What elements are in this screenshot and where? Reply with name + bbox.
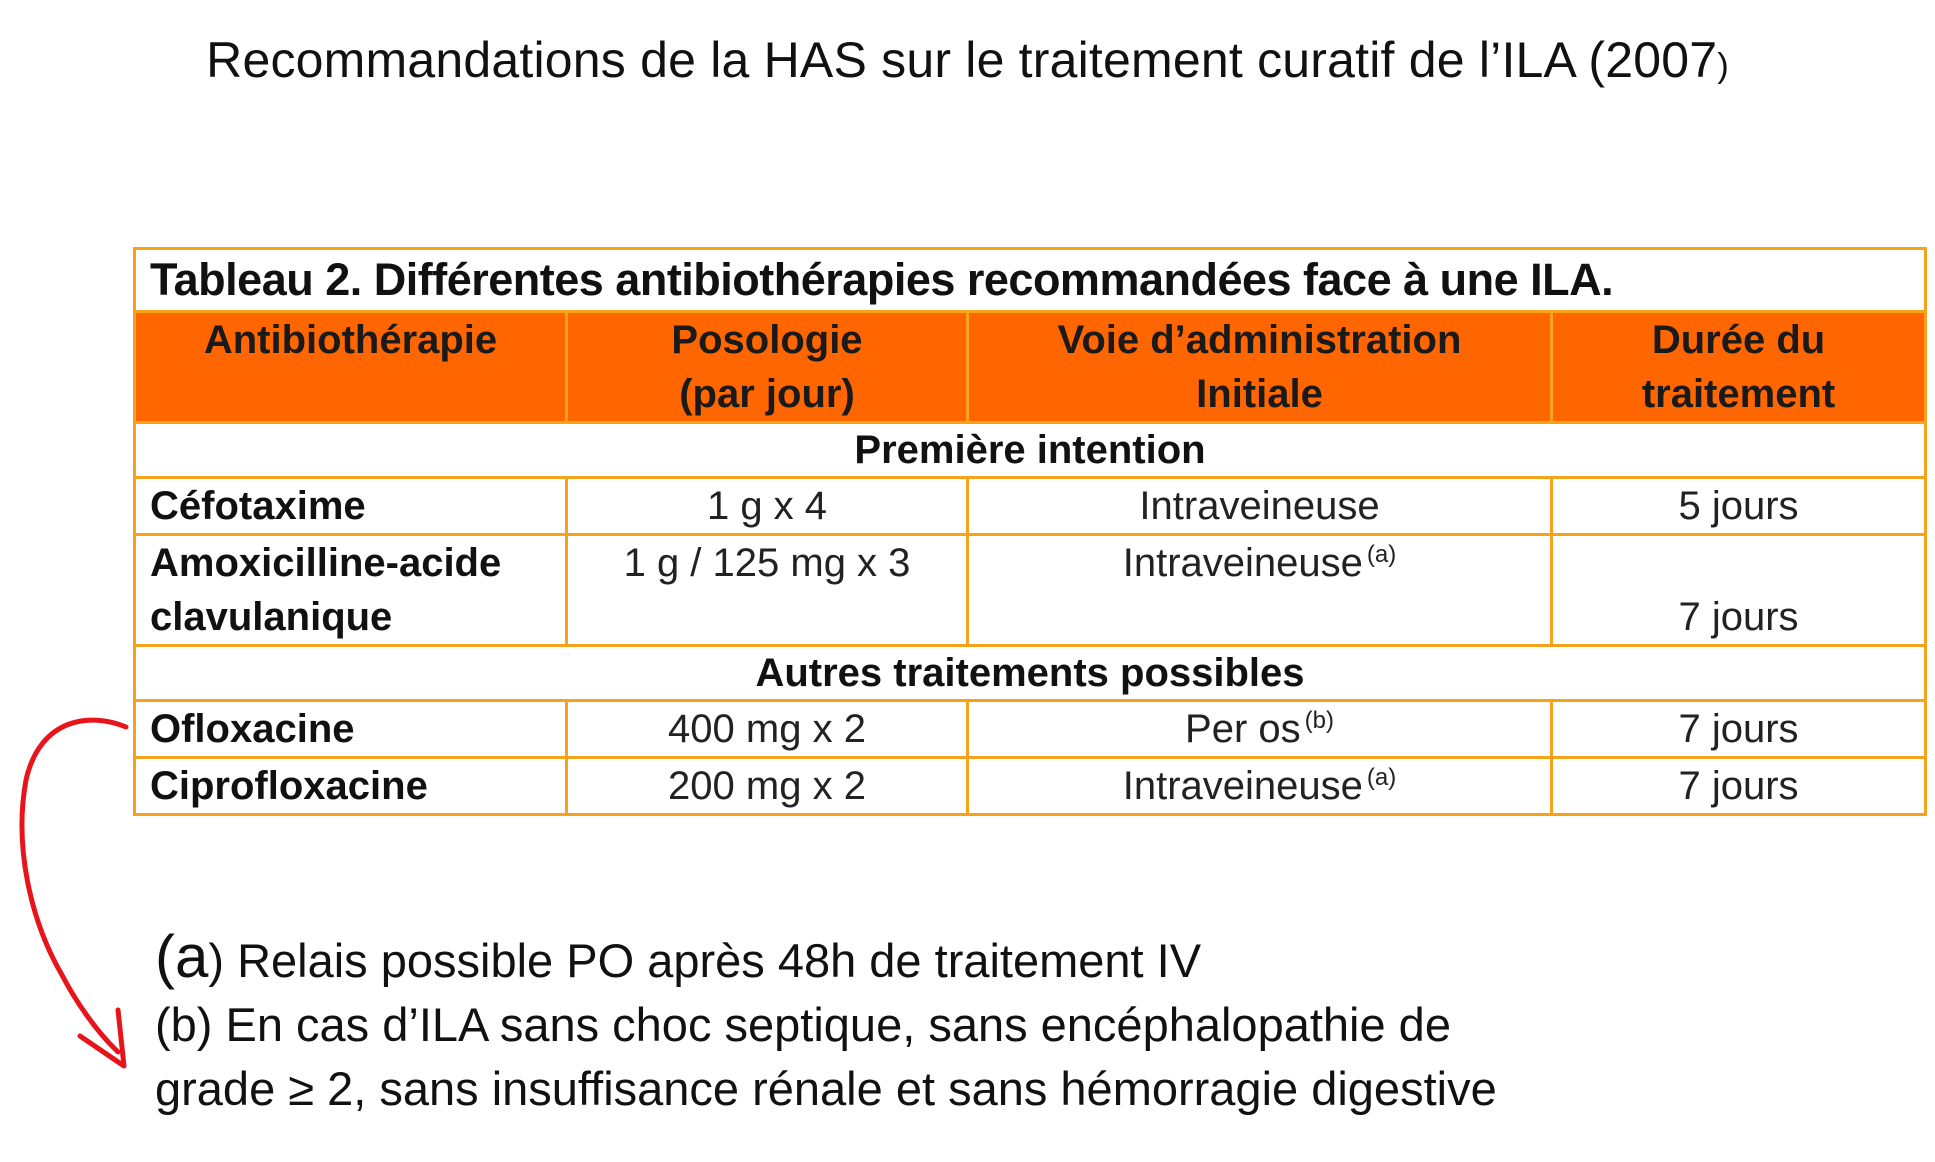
table-row — [135, 701, 1926, 758]
arrow-curve — [22, 720, 126, 1052]
drug-name-line2: clavulanique — [150, 595, 393, 639]
antibiotic-table — [133, 247, 1927, 816]
dose-cell: 400 mg x 2 — [567, 701, 968, 758]
footnote-a-marker: a — [174, 923, 209, 990]
footnote-ref: (b) — [1304, 707, 1334, 734]
route-text: Per os — [1185, 707, 1301, 751]
header-duree-line2: traitement — [1641, 372, 1836, 416]
table-row — [135, 758, 1926, 815]
table-row — [135, 478, 1926, 535]
header-posologie — [567, 312, 968, 423]
footnote-ref: (a) — [1366, 764, 1397, 791]
header-voie-line2: Initiale — [1196, 372, 1323, 416]
section-premiere-intention: Première intention — [135, 423, 1926, 478]
footnote-a-open-paren: ( — [155, 923, 175, 990]
route-text: Intraveineuse — [1122, 764, 1363, 808]
table-caption: Tableau 2. Différentes antibiothérapies recommandées face à une ILA. — [135, 249, 1926, 312]
route-cell — [968, 701, 1552, 758]
footnote-ref: (a) — [1366, 541, 1397, 568]
page-title — [0, 30, 1935, 96]
antibiotic-table-container — [133, 247, 1924, 816]
header-antibiotherapie-label: Antibiothérapie — [203, 318, 498, 362]
footnote-a-text: ) Relais possible PO après 48h de traitement IV — [208, 934, 1202, 987]
dose-cell: 200 mg x 2 — [567, 758, 968, 815]
route-cell — [968, 535, 1552, 646]
arrow-head — [80, 1010, 124, 1066]
duration-cell: 7 jours — [1552, 701, 1926, 758]
duration-cell: 5 jours — [1552, 478, 1926, 535]
duration-cell: 7 jours — [1552, 535, 1926, 646]
dose-cell: 1 g / 125 mg x 3 — [567, 535, 968, 646]
route-text: Intraveineuse — [1122, 541, 1363, 585]
drug-name: Ofloxacine — [135, 701, 567, 758]
route-cell: Intraveineuse — [968, 478, 1552, 535]
duration-cell: 7 jours — [1552, 758, 1926, 815]
page-title-text: Recommandations de la HAS sur le traitement curatif de l’ILA (2007 — [206, 32, 1718, 88]
header-duree — [1552, 312, 1926, 423]
drug-name-line1: Amoxicilline-acide — [150, 541, 502, 585]
drug-name: Ciprofloxacine — [135, 758, 567, 815]
section-autres-traitements: Autres traitements possibles — [135, 646, 1926, 701]
footnotes — [155, 925, 1855, 1121]
dose-cell: 1 g x 4 — [567, 478, 968, 535]
header-antibiotherapie — [135, 312, 567, 423]
header-voie — [968, 312, 1552, 423]
drug-name — [135, 535, 567, 646]
footnote-b-line2: grade ≥ 2, sans insuffisance rénale et sans hémorragie digestive — [155, 1062, 1497, 1115]
footnote-a — [155, 925, 1855, 993]
header-voie-line1: Voie d’administration — [1057, 318, 1462, 362]
drug-name: Céfotaxime — [135, 478, 567, 535]
table-row — [135, 535, 1926, 646]
header-duree-line1: Durée du — [1651, 318, 1826, 362]
header-posologie-line2: (par jour) — [679, 372, 855, 416]
route-cell — [968, 758, 1552, 815]
footnote-b-line1: (b) En cas d’ILA sans choc septique, sans encéphalopathie de — [155, 998, 1451, 1051]
page-title-close-paren: ) — [1717, 47, 1729, 85]
table-header-row — [135, 312, 1926, 423]
header-posologie-line1: Posologie — [671, 318, 863, 362]
